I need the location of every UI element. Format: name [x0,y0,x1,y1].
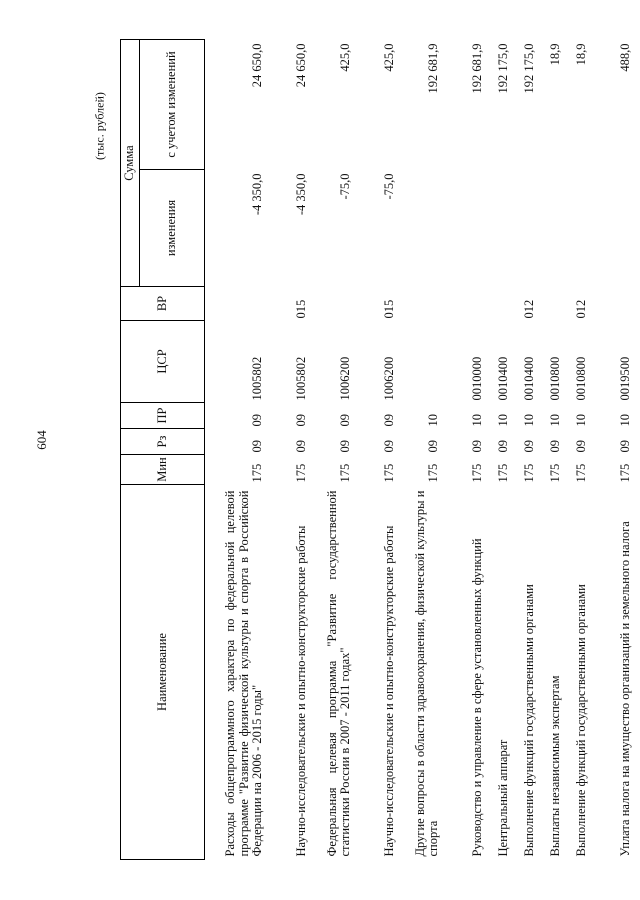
row-csr: 0010800 [548,356,563,401]
row-change: -4 350,0 [294,173,309,216]
row-total: 18,9 [548,43,563,66]
table-row [265,40,309,860]
row-pr: 09 [338,414,353,427]
row-total: 192 681,9 [426,43,441,94]
row-min: 175 [250,463,265,483]
row-csr: 1006200 [382,356,397,401]
row-name: Руководство и управление в сфере установленных функций [470,538,485,857]
page-number: 604 [34,430,49,450]
row-change: -4 350,0 [250,173,265,216]
row-vr [485,287,511,321]
row-change [485,170,511,287]
row-name: Федеральная целевая программа "Развитие государственной статистики России в 2007 - 2011 годах" [324,490,353,857]
row-change [441,170,485,287]
header-sum: Сумма [121,40,140,287]
row-pr: 09 [382,414,397,427]
table-body [205,40,634,860]
row-change: -75,0 [382,173,397,200]
row-name: Другие вопросы в области здравоохранения, физической культуры и спорта [412,490,441,857]
row-total: 192 175,0 [496,43,511,94]
row-change [537,170,563,287]
budget-table [120,39,633,860]
row-rz: 09 [294,440,309,453]
units-note: (тыс. рублей) [92,92,107,160]
row-total: 24 650,0 [294,43,309,88]
row-name: Выполнение функций государственными органами [522,584,537,857]
row-change [589,170,633,287]
table-row [589,40,633,860]
row-pr: 09 [250,414,265,427]
row-min: 175 [522,463,537,483]
table-row [353,40,397,860]
row-change [563,170,589,287]
row-name: Уплата налога на имущество организаций и земельного налога [618,521,633,857]
table-row [441,40,485,860]
row-rz: 09 [574,440,589,453]
row-rz: 09 [426,440,441,453]
row-total: 425,0 [338,43,353,72]
budget-table-page [120,40,633,860]
row-rz: 09 [548,440,563,453]
row-vr [537,287,563,321]
row-name: Научно-исследовательские и опытно-конструкторские работы [382,525,397,857]
row-change [511,170,537,287]
row-rz: 09 [618,440,633,453]
header-min: Мин [121,455,205,485]
row-total: 24 650,0 [250,43,265,88]
row-rz: 09 [382,440,397,453]
row-total: 425,0 [382,43,397,72]
row-csr: 1006200 [338,356,353,401]
row-rz: 09 [250,440,265,453]
row-pr: 10 [522,414,537,427]
row-pr: 10 [548,414,563,427]
table-row [309,40,353,860]
row-min: 175 [618,463,633,483]
row-vr [205,287,266,321]
row-vr: 012 [522,299,537,319]
row-pr: 09 [294,414,309,427]
row-vr: 015 [382,299,397,319]
row-total: 488,0 [618,43,633,72]
row-vr [309,287,353,321]
table-row [485,40,511,860]
row-name: Выплаты независимым экспертам [548,675,563,857]
header-rz: Рз [121,429,205,455]
row-vr [589,287,633,321]
row-csr: 1005802 [294,356,309,401]
row-csr: 1005802 [250,356,265,401]
row-total: 18,9 [574,43,589,66]
table-row [563,40,589,860]
table-row [537,40,563,860]
header-name: Наименование [121,485,205,860]
row-vr [441,287,485,321]
row-min: 175 [382,463,397,483]
row-min: 175 [496,463,511,483]
row-rz: 09 [496,440,511,453]
row-name: Центральный аппарат [496,739,511,857]
row-csr: 0010400 [522,356,537,401]
header-vr: ВР [121,287,205,321]
row-csr: 0010000 [470,356,485,401]
row-csr: 0010800 [574,356,589,401]
row-change: -75,0 [338,173,353,200]
row-total: 192 681,9 [470,43,485,94]
row-name: Научно-исследовательские и опытно-конструкторские работы [294,525,309,857]
row-csr: 0019500 [618,356,633,401]
row-name: Выполнение функций государственными органами [574,584,589,857]
row-rz: 09 [470,440,485,453]
row-pr: 10 [496,414,511,427]
row-change [397,170,441,287]
row-min: 175 [470,463,485,483]
table-row [397,40,441,860]
row-pr: 10 [618,414,633,427]
row-vr: 012 [574,299,589,319]
header-csr: ЦСР [121,321,205,403]
row-total: 192 175,0 [522,43,537,94]
row-vr [397,287,441,321]
table-row [511,40,537,860]
row-min: 175 [426,463,441,483]
row-csr [397,321,441,403]
row-pr: 10 [470,414,485,427]
row-vr: 015 [294,299,309,319]
row-min: 175 [338,463,353,483]
header-with-change: с учетом изменений [140,40,205,170]
row-csr: 0010400 [496,356,511,401]
row-pr: 10 [426,414,441,427]
row-pr: 10 [574,414,589,427]
row-name: Расходы общепрограммного характера по федеральной целевой программе "Развитие физической культуры и спорта в Российской Федерации на 2006 - 2015 годы" [222,490,265,857]
header-change: изменения [140,170,205,287]
table-row [205,40,266,860]
row-rz: 09 [522,440,537,453]
row-rz: 09 [338,440,353,453]
row-min: 175 [294,463,309,483]
row-min: 175 [574,463,589,483]
header-pr: ПР [121,403,205,429]
row-min: 175 [548,463,563,483]
